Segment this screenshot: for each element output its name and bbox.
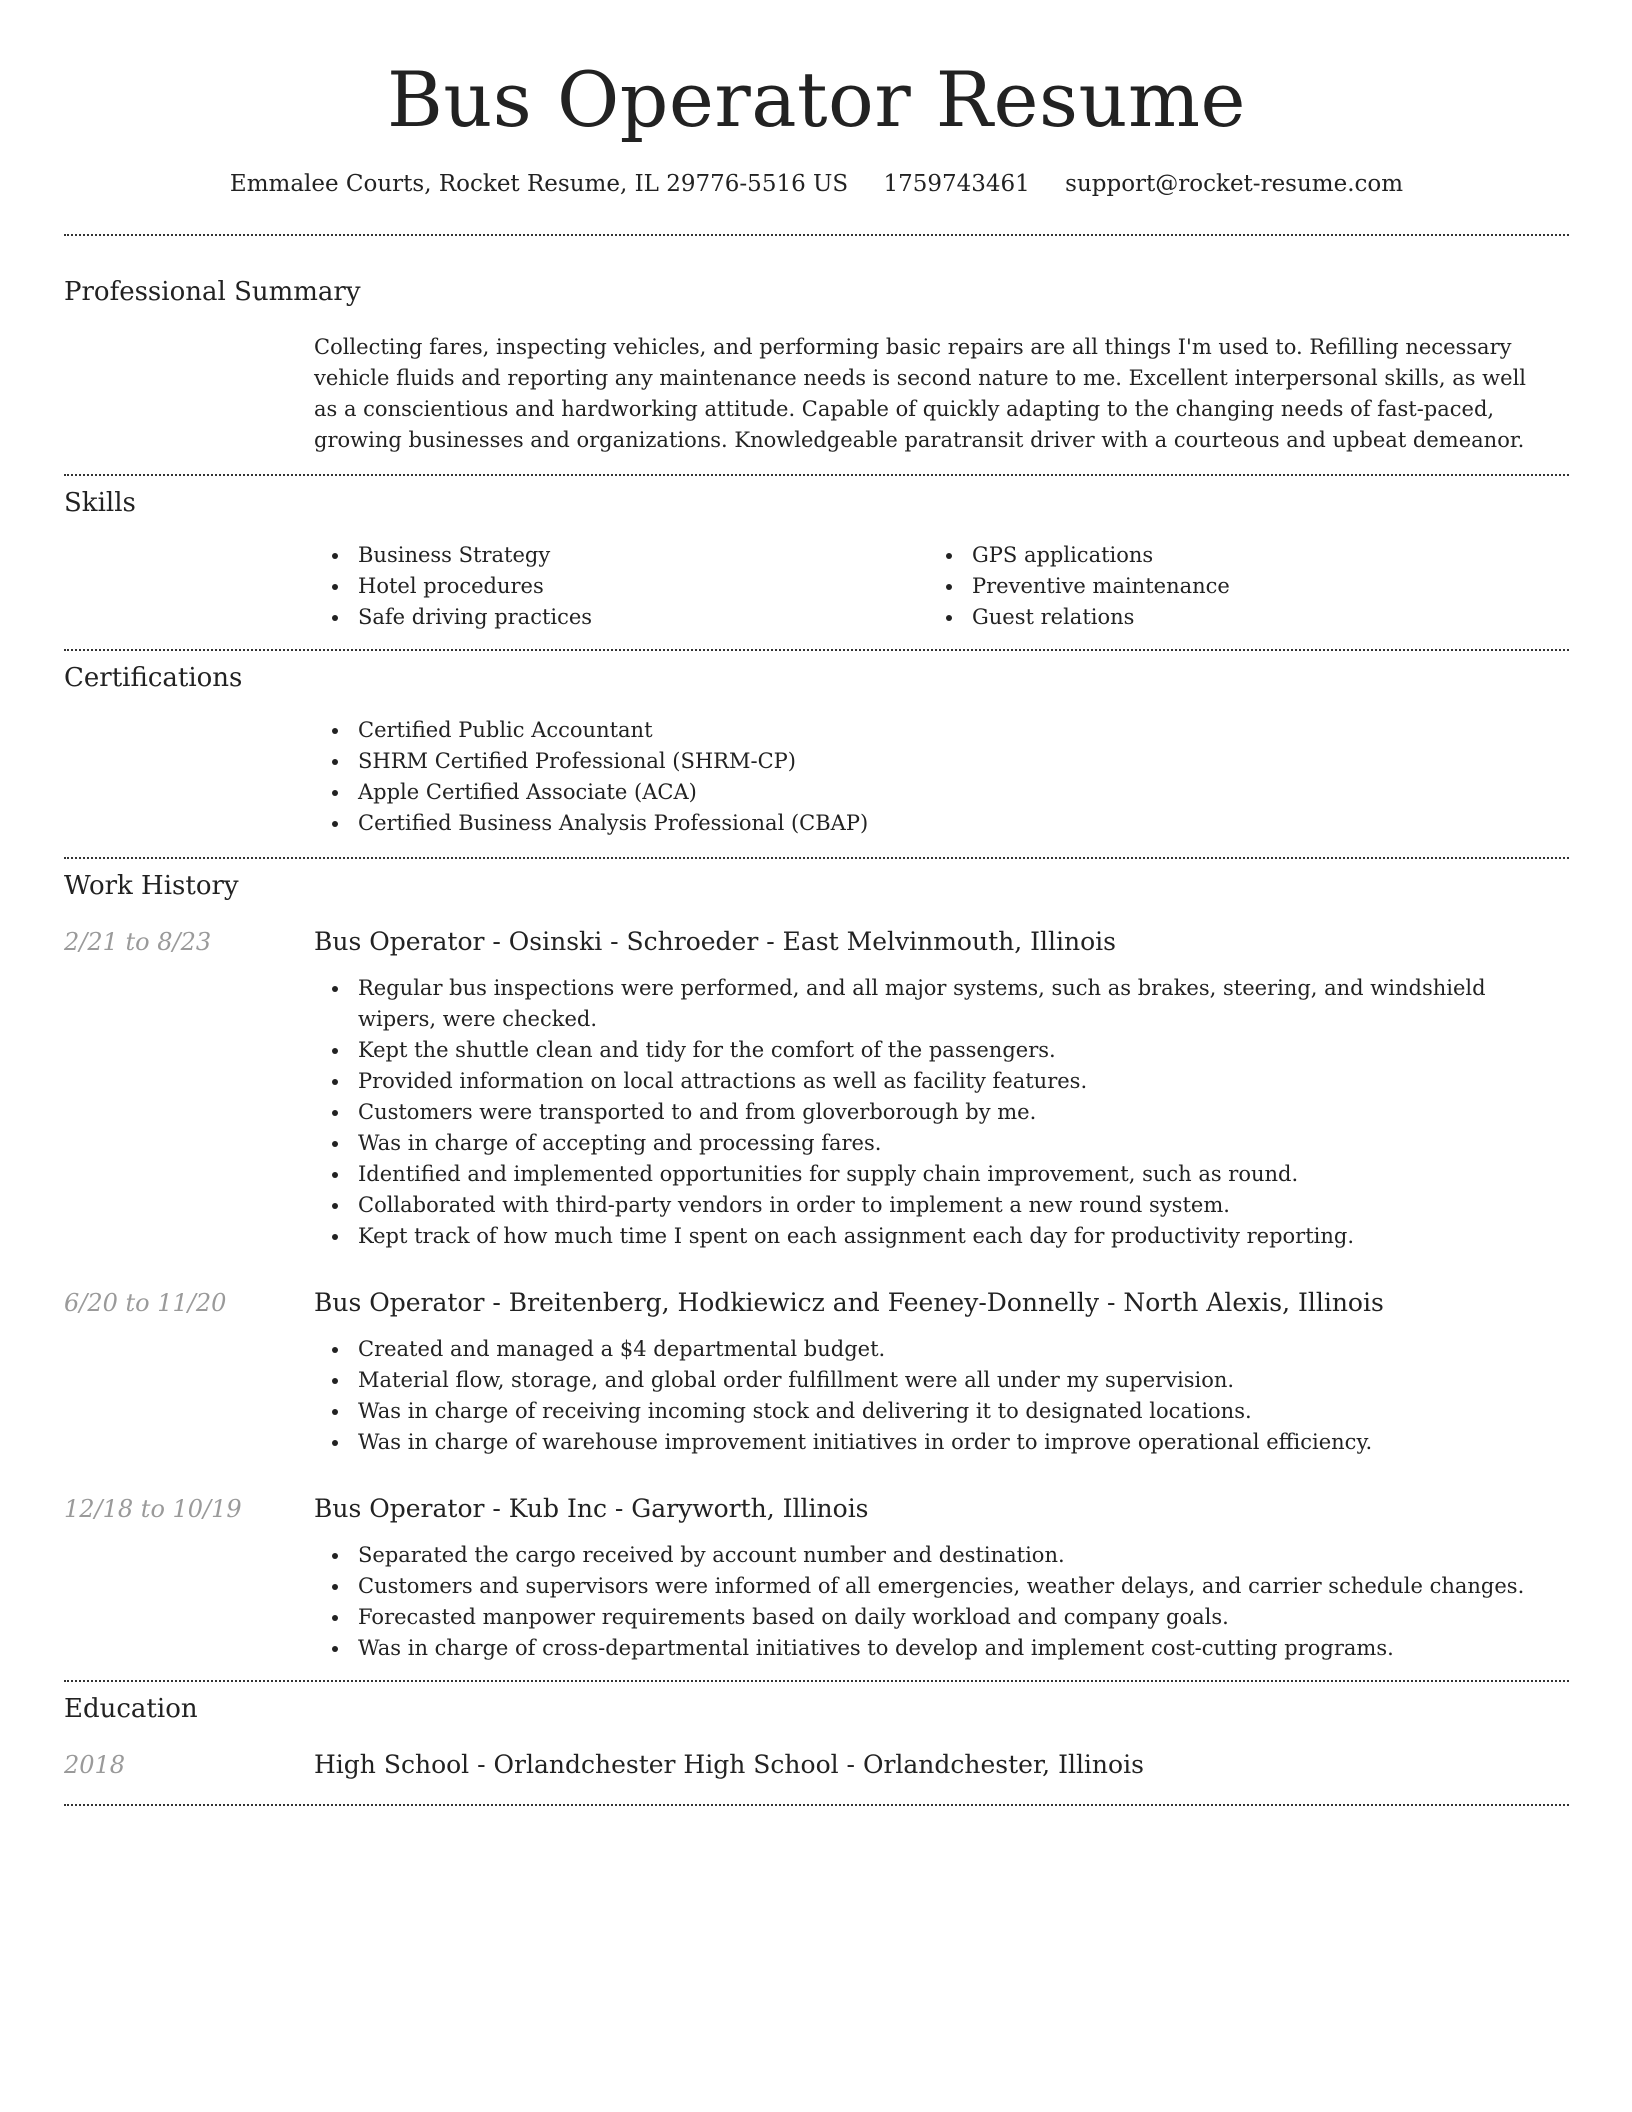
- divider: [64, 649, 1569, 651]
- job-duty: Was in charge of accepting and processing fares.: [314, 1128, 1569, 1159]
- skill-item: Business Strategy: [314, 540, 928, 571]
- divider: [64, 857, 1569, 859]
- job-duties: [314, 1334, 1569, 1458]
- job-duty: Regular bus inspections were performed, and all major systems, such as brakes, steering, and windshield wipers, were checked.: [314, 973, 1569, 1035]
- skills-column-right: [928, 540, 1542, 633]
- education-title: High School - Orlandchester High School - Orlandchester, Illinois: [314, 1750, 1144, 1779]
- skill-item: Preventive maintenance: [928, 571, 1542, 602]
- job-dates: 2/21 to 8/23: [64, 928, 212, 956]
- work-history-section: [64, 869, 1569, 1680]
- divider: [64, 1680, 1569, 1682]
- skill-item: GPS applications: [928, 540, 1542, 571]
- divider: [64, 474, 1569, 476]
- job-duty: Identified and implemented opportunities for supply chain improvement, such as round.: [314, 1159, 1569, 1190]
- job-duty: Kept the shuttle clean and tidy for the comfort of the passengers.: [314, 1035, 1569, 1066]
- contact-phone: 1759743461: [883, 171, 1030, 197]
- skills-heading: Skills: [64, 488, 136, 518]
- job-duty: Separated the cargo received by account number and destination.: [314, 1540, 1569, 1571]
- divider: [64, 234, 1569, 236]
- education-entry: [64, 1748, 1569, 1782]
- job-duty: Was in charge of warehouse improvement initiatives in order to improve operational efficiency.: [314, 1427, 1569, 1458]
- education-body: [314, 1748, 1569, 1782]
- job-entry: [64, 925, 1569, 1252]
- job-duty: Was in charge of cross-departmental initiatives to develop and implement cost-cutting programs.: [314, 1633, 1569, 1664]
- skills-column-left: [314, 540, 928, 633]
- certification-item: SHRM Certified Professional (SHRM-CP): [314, 746, 1569, 777]
- job-duty: Customers and supervisors were informed of all emergencies, weather delays, and carrier schedule changes.: [314, 1571, 1569, 1602]
- contact-address: Emmalee Courts, Rocket Resume, IL 29776-5516 US: [229, 171, 849, 197]
- certifications-section: [64, 661, 1569, 857]
- resume-page: [64, 0, 1569, 1806]
- job-title: Bus Operator - Osinski - Schroeder - East Melvinmouth, Illinois: [314, 927, 1116, 956]
- job-body: [314, 1286, 1569, 1458]
- certifications-heading: Certifications: [64, 663, 243, 693]
- summary-heading: Professional Summary: [64, 277, 361, 307]
- job-entry: [64, 1492, 1569, 1664]
- job-duty: Kept track of how much time I spent on each assignment each day for productivity reporting.: [314, 1221, 1569, 1252]
- summary-section: [64, 275, 1569, 474]
- contact-line: [64, 168, 1569, 200]
- education-section: [64, 1692, 1569, 1804]
- work-history-heading: Work History: [64, 871, 239, 901]
- job-duty: Customers were transported to and from gloverborough by me.: [314, 1097, 1569, 1128]
- job-duty: Material flow, storage, and global order fulfillment were all under my supervision.: [314, 1365, 1569, 1396]
- job-duties: [314, 1540, 1569, 1664]
- job-dates: 12/18 to 10/19: [64, 1495, 242, 1523]
- job-duty: Collaborated with third-party vendors in order to implement a new round system.: [314, 1190, 1569, 1221]
- skill-item: Hotel procedures: [314, 571, 928, 602]
- job-body: [314, 925, 1569, 1252]
- education-heading: Education: [64, 1694, 198, 1724]
- job-dates: 6/20 to 11/20: [64, 1289, 227, 1317]
- certifications-list: [314, 715, 1569, 839]
- job-title: Bus Operator - Kub Inc - Garyworth, Illinois: [314, 1494, 869, 1523]
- job-title: Bus Operator - Breitenberg, Hodkiewicz and Feeney-Donnelly - North Alexis, Illinois: [314, 1288, 1384, 1317]
- skill-item: Safe driving practices: [314, 602, 928, 633]
- skills-section: [64, 486, 1569, 649]
- job-body: [314, 1492, 1569, 1664]
- job-duties: [314, 973, 1569, 1252]
- summary-text: Collecting fares, inspecting vehicles, and performing basic repairs are all things I'm used to. Refilling necessary vehicle fluids and reporting any maintenance needs is second nature to me. Excellent interpersonal skills, as well as a conscientious and hardworking attitude. Capable of quickly adapting to the changing needs of fast-paced, growing businesses and organizations. Knowledgeable paratransit driver with a courteous and upbeat demeanor.: [314, 335, 1527, 452]
- skills-grid: [314, 540, 1569, 633]
- certification-item: Certified Public Accountant: [314, 715, 1569, 746]
- contact-email: support@rocket-resume.com: [1065, 171, 1404, 197]
- resume-title: Bus Operator Resume: [386, 55, 1246, 144]
- certification-item: Apple Certified Associate (ACA): [314, 777, 1569, 808]
- education-dates: 2018: [64, 1751, 126, 1779]
- divider: [64, 1804, 1569, 1806]
- job-entry: [64, 1286, 1569, 1458]
- job-duty: Was in charge of receiving incoming stock and delivering it to designated locations.: [314, 1396, 1569, 1427]
- certification-item: Certified Business Analysis Professional (CBAP): [314, 808, 1569, 839]
- job-duty: Created and managed a $4 departmental budget.: [314, 1334, 1569, 1365]
- job-duty: Forecasted manpower requirements based on daily workload and company goals.: [314, 1602, 1569, 1633]
- skill-item: Guest relations: [928, 602, 1542, 633]
- job-duty: Provided information on local attractions as well as facility features.: [314, 1066, 1569, 1097]
